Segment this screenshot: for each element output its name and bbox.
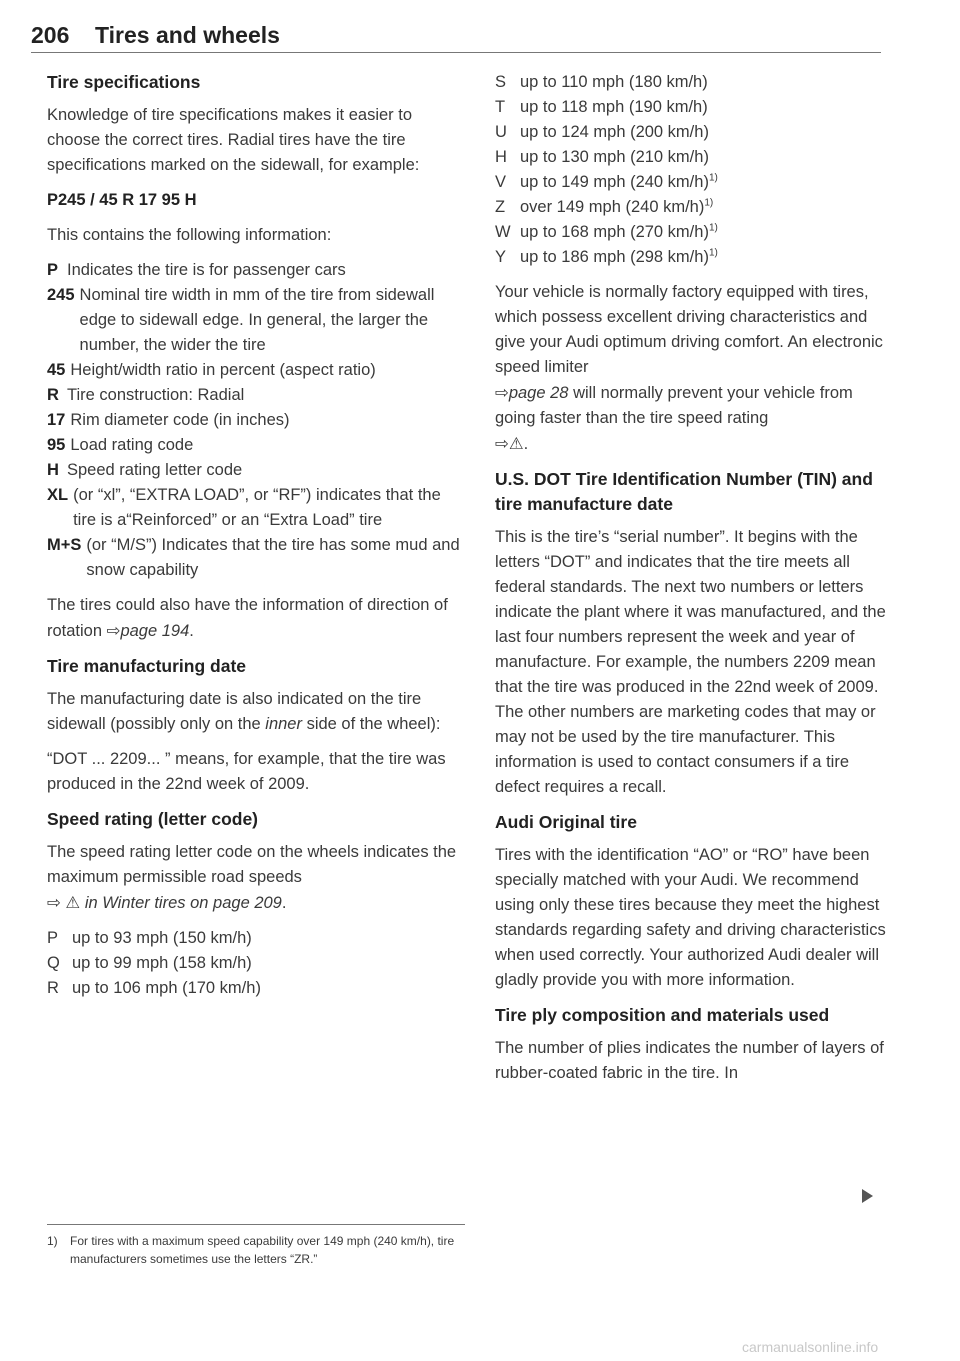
- definition-key: 245: [47, 286, 75, 304]
- speed-rating-heading: Speed rating (letter code): [47, 809, 259, 829]
- definition-text: Rim diameter code (in inches): [70, 411, 290, 429]
- speed-letter: Q: [47, 954, 60, 972]
- speed-value: up to 99 mph (158 km/h): [72, 954, 252, 972]
- manufacturing-date-heading: Tire manufacturing date: [47, 656, 247, 676]
- header-divider: [31, 52, 881, 53]
- speed-value: up to 110 mph (180 km/h): [520, 73, 708, 91]
- definition-item: [47, 383, 467, 408]
- speed-rating-list-continued: [495, 70, 890, 270]
- speed-value: up to 106 mph (170 km/h): [72, 979, 261, 997]
- rotation-paragraph: The tires could also have the information of direction of rotation ⇨page 194.: [47, 596, 448, 640]
- section-title: Tires and wheels: [95, 22, 280, 48]
- definition-item: [47, 283, 467, 358]
- right-column: [495, 70, 890, 1096]
- speed-letter: W: [495, 223, 511, 241]
- definition-text: Indicates the tire is for passenger cars: [67, 261, 346, 279]
- speed-value: up to 118 mph (190 km/h): [520, 98, 708, 116]
- speed-rating-item: [47, 926, 467, 951]
- tire-specifications-heading: Tire specifications: [47, 72, 201, 92]
- definition-text: Load rating code: [70, 436, 194, 454]
- speed-value: up to 93 mph (150 km/h): [72, 929, 252, 947]
- speed-rating-item: [495, 195, 890, 220]
- definition-text: (or “M/S”) Indicates that the tire has some mud and snow capability: [86, 536, 460, 579]
- contains-info-text: This contains the following information:: [47, 226, 332, 244]
- tire-specifications-intro: Knowledge of tire specifications makes it easier to choose the correct tires. Radial tires have the tire specifications marked on the sidewall, for example:: [47, 106, 420, 174]
- reference-arrow-icon: ⇨: [495, 434, 509, 453]
- speed-limiter-reference-link[interactable]: page 28: [508, 384, 569, 402]
- definition-item: [47, 433, 467, 458]
- speed-letter: H: [495, 148, 507, 166]
- definition-text: Speed rating letter code: [67, 461, 243, 479]
- reference-arrow-icon: ⇨: [106, 621, 121, 640]
- definition-key: 17: [47, 411, 66, 429]
- continue-arrow-icon: [862, 1189, 873, 1203]
- tire-code-definitions: [47, 258, 467, 583]
- speed-letter: Y: [495, 248, 507, 266]
- speed-value: up to 168 mph (270 km/h)$^{1)}$: [520, 222, 718, 241]
- speed-rating-item: [47, 951, 467, 976]
- definition-key: XL: [47, 486, 69, 504]
- reference-arrow-icon: ⇨: [495, 383, 509, 402]
- speed-letter: U: [495, 123, 507, 141]
- speed-letter: Z: [495, 198, 506, 216]
- definition-item: [47, 483, 467, 533]
- manufacturing-date-text: The manufacturing date is also indicated on the tire sidewall (possibly only on the inner side of the wheel):: [47, 690, 441, 733]
- ply-composition-heading: Tire ply composition and materials used: [495, 1005, 830, 1025]
- speed-rating-item: [495, 220, 890, 245]
- definition-item: [47, 408, 467, 433]
- speed-value: up to 186 mph (298 km/h)$^{1)}$: [520, 247, 718, 266]
- dot-example-text: “DOT ... 2209... ” means, for example, that the tire was produced in the 22nd week of 2009.: [47, 750, 446, 793]
- definition-item: [47, 258, 467, 283]
- definition-item: [47, 358, 467, 383]
- speed-letter: S: [495, 73, 507, 91]
- footnote-mark: 1): [47, 1234, 58, 1248]
- speed-value: over 149 mph (240 km/h)$^{1)}$: [520, 197, 714, 216]
- footnote: [47, 1232, 462, 1268]
- speed-letter: V: [495, 173, 507, 191]
- speed-rating-item: [495, 145, 890, 170]
- page-number: 206: [31, 22, 70, 48]
- speed-rating-item: [47, 976, 467, 1001]
- definition-text: Tire construction: Radial: [67, 386, 245, 404]
- winter-tires-reference-link[interactable]: in Winter tires on page 209: [84, 894, 282, 912]
- tire-code-example: P245 / 45 R 17 95 H: [47, 191, 197, 209]
- speed-value: up to 130 mph (210 km/h): [520, 148, 709, 166]
- definition-key: P: [47, 261, 59, 279]
- footnote-divider: [47, 1224, 465, 1225]
- footnote-text: For tires with a maximum speed capability over 149 mph (240 km/h), tire manufacturers sometimes use the letters “ZR.”: [70, 1234, 455, 1266]
- definition-item: [47, 458, 467, 483]
- definition-key: M+S: [47, 536, 82, 554]
- speed-rating-item: [495, 95, 890, 120]
- definition-key: 95: [47, 436, 66, 454]
- tin-text: This is the tire’s “serial number”. It begins with the letters “DOT” and indicates that the tire meets all federal standards. The next two numbers or letters indicate the plant where it was manufactured, and the last four numbers represent the week and year of manufacture. For example, the numbers 2209 mean that the tire was produced in the 22nd week of 2009. The other numbers are marketing codes that may or may not be used by the tire manufacturer. This information is used to contact consumers if a tire defect requires a recall.: [495, 528, 886, 796]
- ply-composition-text: The number of plies indicates the number of layers of rubber-coated fabric in the tire. In: [495, 1039, 884, 1082]
- definition-text: (or “xl”, “EXTRA LOAD”, or “RF”) indicates that the tire is a“Reinforced” or an “Extra Load” tire: [73, 486, 441, 529]
- speed-letter: R: [47, 979, 59, 997]
- definition-key: H: [47, 461, 59, 479]
- page-header: [31, 22, 881, 52]
- definition-text: Height/width ratio in percent (aspect ratio): [70, 361, 376, 379]
- speed-rating-item: [495, 245, 890, 270]
- speed-rating-item: [495, 70, 890, 95]
- audi-original-text: Tires with the identification “AO” or “RO” have been specially matched with your Audi. We recommend using only these tires because they meet the highest standards regarding safety and driving characteristics when used correctly. Your authorized Audi dealer will gladly provide you with more information.: [495, 846, 886, 989]
- watermark: carmanualsonline.info: [742, 1339, 879, 1355]
- warning-icon[interactable]: ⚠: [508, 434, 524, 453]
- tin-heading: U.S. DOT Tire Identification Number (TIN) and tire manufacture date: [495, 469, 873, 514]
- definition-text: Nominal tire width in mm of the tire from sidewall edge to sidewall edge. In general, the larger the number, the wider the tire: [79, 286, 435, 354]
- definition-key: 45: [47, 361, 66, 379]
- speed-rating-list: [47, 926, 467, 1001]
- speed-value: up to 149 mph (240 km/h)$^{1)}$: [520, 172, 718, 191]
- speed-value: up to 124 mph (200 km/h): [520, 123, 709, 141]
- speed-rating-item: [495, 120, 890, 145]
- speed-letter: P: [47, 929, 59, 947]
- speed-letter: T: [495, 98, 506, 116]
- reference-arrow-icon: ⇨: [47, 893, 61, 912]
- definition-key: R: [47, 386, 59, 404]
- factory-equipment-text: Your vehicle is normally factory equipped with tires, which possess excellent driving characteristics and give your Audi optimum driving comfort. An electronic speed limiter ⇨page 28 will normally prevent your vehicle from going faster than the tire speed rating ⇨⚠.: [495, 283, 883, 453]
- left-column: [47, 70, 467, 1001]
- page-reference-link[interactable]: page 194: [120, 622, 190, 640]
- definition-item: [47, 533, 467, 583]
- warning-icon: ⚠: [65, 893, 81, 912]
- speed-rating-text: The speed rating letter code on the wheels indicates the maximum permissible road speeds ⇨ ⚠ in Winter tires on page 209.: [47, 843, 457, 912]
- audi-original-heading: Audi Original tire: [495, 812, 637, 832]
- speed-rating-item: [495, 170, 890, 195]
